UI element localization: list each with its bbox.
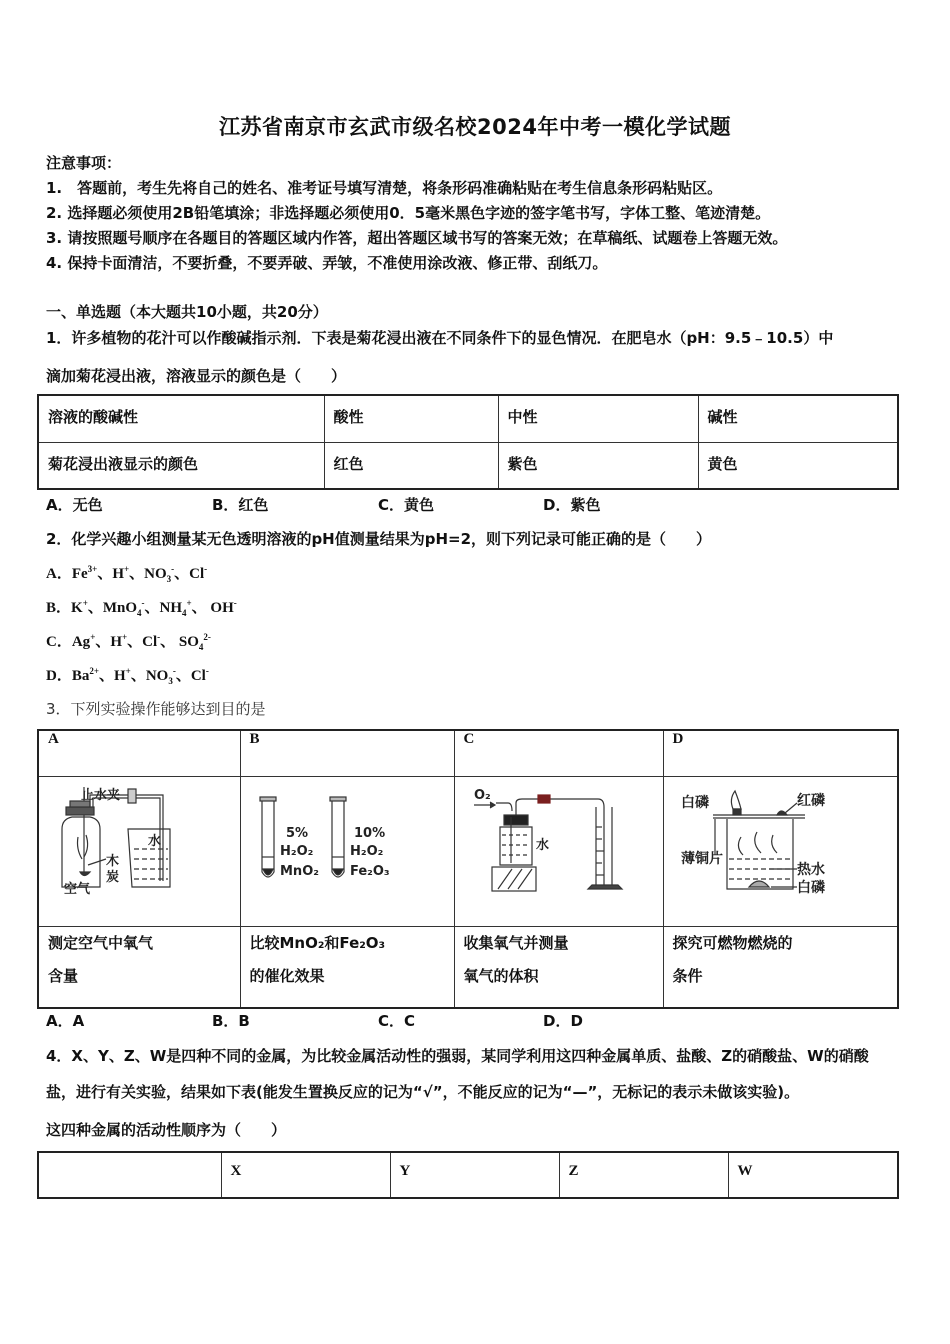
option-label: B． — [46, 600, 72, 616]
charge: + — [125, 666, 131, 676]
option-label: A． — [46, 566, 72, 582]
column-header-a: A — [38, 730, 240, 776]
q2-stem: 2．化学兴趣小组测量某无色透明溶液的pH值测量结果为pH=2，则下列记录可能正确的是（ ） — [46, 530, 712, 548]
diagram-b-cell — [240, 776, 454, 926]
table-header: X — [221, 1152, 390, 1198]
ion: 、NO — [130, 668, 169, 684]
label-o2: O₂ — [473, 787, 491, 803]
q4-metal-table — [37, 1151, 899, 1199]
q3-experiment-table — [37, 729, 899, 1009]
description-line: 测定空气中氧气 — [48, 933, 154, 952]
notice-item: 3. 请按照题号顺序在各题目的答题区域内作答，超出答题区域书写的答案无效；在草稿纸、试题卷上答题无效。 — [46, 229, 788, 247]
charge: 2+ — [89, 666, 99, 676]
charge: - — [172, 666, 176, 676]
ion: 、NH — [144, 600, 183, 616]
label-water: 水 — [535, 837, 549, 853]
charge: - — [204, 564, 208, 574]
ion: Ag — [71, 634, 91, 650]
q2-option-c[interactable] — [46, 630, 211, 651]
q2-option-b[interactable] — [46, 596, 237, 617]
section-heading: 一、单选题（本大题共10小题，共20分） — [46, 303, 328, 321]
q1-stem-line1: 1．许多植物的花汁可以作酸碱指示剂．下表是菊花浸出液在不同条件下的显色情况．在肥皂水（pH：9.5﹣10.5）中 — [46, 329, 834, 347]
description-d — [663, 926, 898, 1008]
label-charcoal: 木 — [106, 853, 120, 869]
charge: - — [233, 598, 237, 608]
table-header: 中性 — [498, 395, 698, 442]
option-label: C． — [46, 634, 72, 650]
air-oxygen-apparatus-diagram — [48, 777, 248, 922]
ion: 、H — [95, 634, 122, 650]
q3-stem: 3．下列实验操作能够达到目的是 — [46, 700, 266, 718]
table-header: Y — [390, 1152, 559, 1198]
label-white-phosphorus: 白磷 — [796, 879, 825, 896]
description-line: 氧气的体积 — [463, 966, 539, 985]
diagram-c-cell — [454, 776, 663, 926]
charge: + — [90, 632, 96, 642]
label-copper-sheet: 薄铜片 — [680, 850, 723, 867]
table-header: 溶液的酸碱性 — [38, 395, 324, 442]
option-c[interactable]: C．C — [378, 1012, 416, 1030]
option-b[interactable]: B．B — [212, 1012, 250, 1030]
ion: K — [71, 600, 83, 616]
option-label: D． — [46, 668, 72, 684]
subscript: 4 — [198, 642, 204, 652]
ion: Fe — [71, 566, 88, 582]
charge: 2- — [203, 632, 211, 642]
q4-stem-line2: 盐，进行有关实验，结果如下表(能发生置换反应的记为“√”，不能反应的记为“—”，无标记的表示未做该实验)。 — [46, 1083, 800, 1101]
ion: 、Cl — [175, 668, 206, 684]
ion: 、Cl — [127, 634, 158, 650]
ion: 、H — [97, 566, 124, 582]
charge: + — [82, 598, 88, 608]
table-header — [38, 1152, 221, 1198]
label-h2o2: H₂O₂ — [279, 843, 313, 859]
notice-heading: 注意事项： — [46, 154, 122, 172]
description-line: 比较MnO₂和Fe₂O₃ — [249, 933, 386, 952]
notice-item: 2. 选择题必须使用2B铅笔填涂；非选择题必须使用0．5毫米黑色字迹的签字笔书写，字体工整、笔迹清楚。 — [46, 204, 771, 222]
description-line: 条件 — [672, 966, 703, 985]
oxygen-collection-diagram — [464, 777, 670, 922]
catalyst-test-tubes-diagram — [250, 777, 462, 922]
table-header: W — [728, 1152, 898, 1198]
label-mno2: MnO₂ — [279, 863, 319, 879]
description-line: 含量 — [48, 966, 79, 985]
q4-stem-line1: 4．X、Y、Z、W是四种不同的金属，为比较金属活动性的强弱，某同学利用这四种金属单质、盐酸、Z的硝酸盐、W的硝酸 — [46, 1047, 869, 1065]
ion: 、 SO — [160, 634, 199, 650]
label-clamp: 止水夹 — [81, 787, 121, 803]
charge: - — [171, 564, 175, 574]
charge: - — [157, 632, 161, 642]
notice-item: 4. 保持卡面清洁，不要折叠，不要弄破、弄皱，不准使用涂改液、修正带、刮纸刀。 — [46, 254, 608, 272]
diagram-d-cell — [663, 776, 898, 926]
subscript: 4 — [182, 608, 187, 618]
table-cell: 菊花浸出液显示的颜色 — [38, 442, 324, 489]
table-cell: 紫色 — [498, 442, 698, 489]
ion: Ba — [71, 668, 90, 684]
description-a — [38, 926, 240, 1008]
label-5-percent: 5% — [285, 825, 308, 841]
description-b — [240, 926, 454, 1008]
charge: + — [123, 564, 130, 574]
charge: 3+ — [87, 564, 98, 574]
page-title: 江苏省南京市玄武市级名校2024年中考一模化学试题 — [219, 115, 731, 139]
ion: 、Cl — [174, 566, 205, 582]
q1-options — [0, 494, 950, 514]
option-d[interactable]: D．D — [543, 1012, 583, 1030]
charge: + — [122, 632, 128, 642]
q3-options — [0, 1010, 950, 1030]
combustion-conditions-diagram — [673, 777, 905, 922]
option-d[interactable]: D．紫色 — [543, 496, 601, 514]
description-c — [454, 926, 663, 1008]
table-cell: 红色 — [324, 442, 498, 489]
option-c[interactable]: C．黄色 — [378, 496, 435, 514]
label-white-phosphorus: 白磷 — [680, 794, 709, 811]
q1-stem-line2: 滴加菊花浸出液，溶液显示的颜色是（ ） — [46, 367, 347, 385]
option-a[interactable]: A．A — [46, 1012, 85, 1030]
label-water: 水 — [148, 833, 162, 849]
label-10-percent: 10% — [353, 825, 385, 841]
description-line: 收集氧气并测量 — [463, 933, 569, 952]
table-cell: 黄色 — [698, 442, 898, 489]
ion: 、MnO — [87, 600, 137, 616]
table-header: 碱性 — [698, 395, 898, 442]
label-air: 空气 — [64, 881, 91, 897]
option-a[interactable]: A．无色 — [46, 496, 103, 514]
table-header: 酸性 — [324, 395, 498, 442]
ion: 、H — [99, 668, 126, 684]
label-hot-water: 热水 — [796, 861, 825, 878]
column-header-d: D — [663, 730, 898, 776]
label-h2o2: H₂O₂ — [349, 843, 383, 859]
label-charcoal: 炭 — [106, 869, 120, 885]
subscript: 4 — [137, 608, 142, 618]
charge: - — [141, 598, 145, 608]
ion: 、NO — [129, 566, 167, 582]
ion: 、 OH — [191, 600, 234, 616]
q4-stem-line3: 这四种金属的活动性顺序为（ ） — [46, 1121, 287, 1139]
q1-color-table — [37, 394, 899, 490]
q2-option-a[interactable] — [46, 562, 207, 583]
notice-item: 1. 答题前，考生先将自己的姓名、准考证号填写清楚，将条形码准确粘贴在考生信息条形码粘贴区。 — [46, 179, 723, 197]
label-fe2o3: Fe₂O₃ — [349, 863, 390, 879]
table-header: Z — [559, 1152, 728, 1198]
option-b[interactable]: B．红色 — [212, 496, 269, 514]
q2-option-d[interactable] — [46, 664, 209, 685]
label-red-phosphorus: 红磷 — [796, 792, 825, 809]
diagram-a-cell — [38, 776, 240, 926]
description-line: 探究可燃物燃烧的 — [672, 933, 793, 952]
charge: - — [205, 666, 209, 676]
description-line: 的催化效果 — [249, 966, 325, 985]
column-header-c: C — [454, 730, 663, 776]
column-header-b: B — [240, 730, 454, 776]
subscript: 3 — [166, 574, 172, 584]
charge: + — [186, 598, 192, 608]
subscript: 3 — [168, 676, 173, 686]
